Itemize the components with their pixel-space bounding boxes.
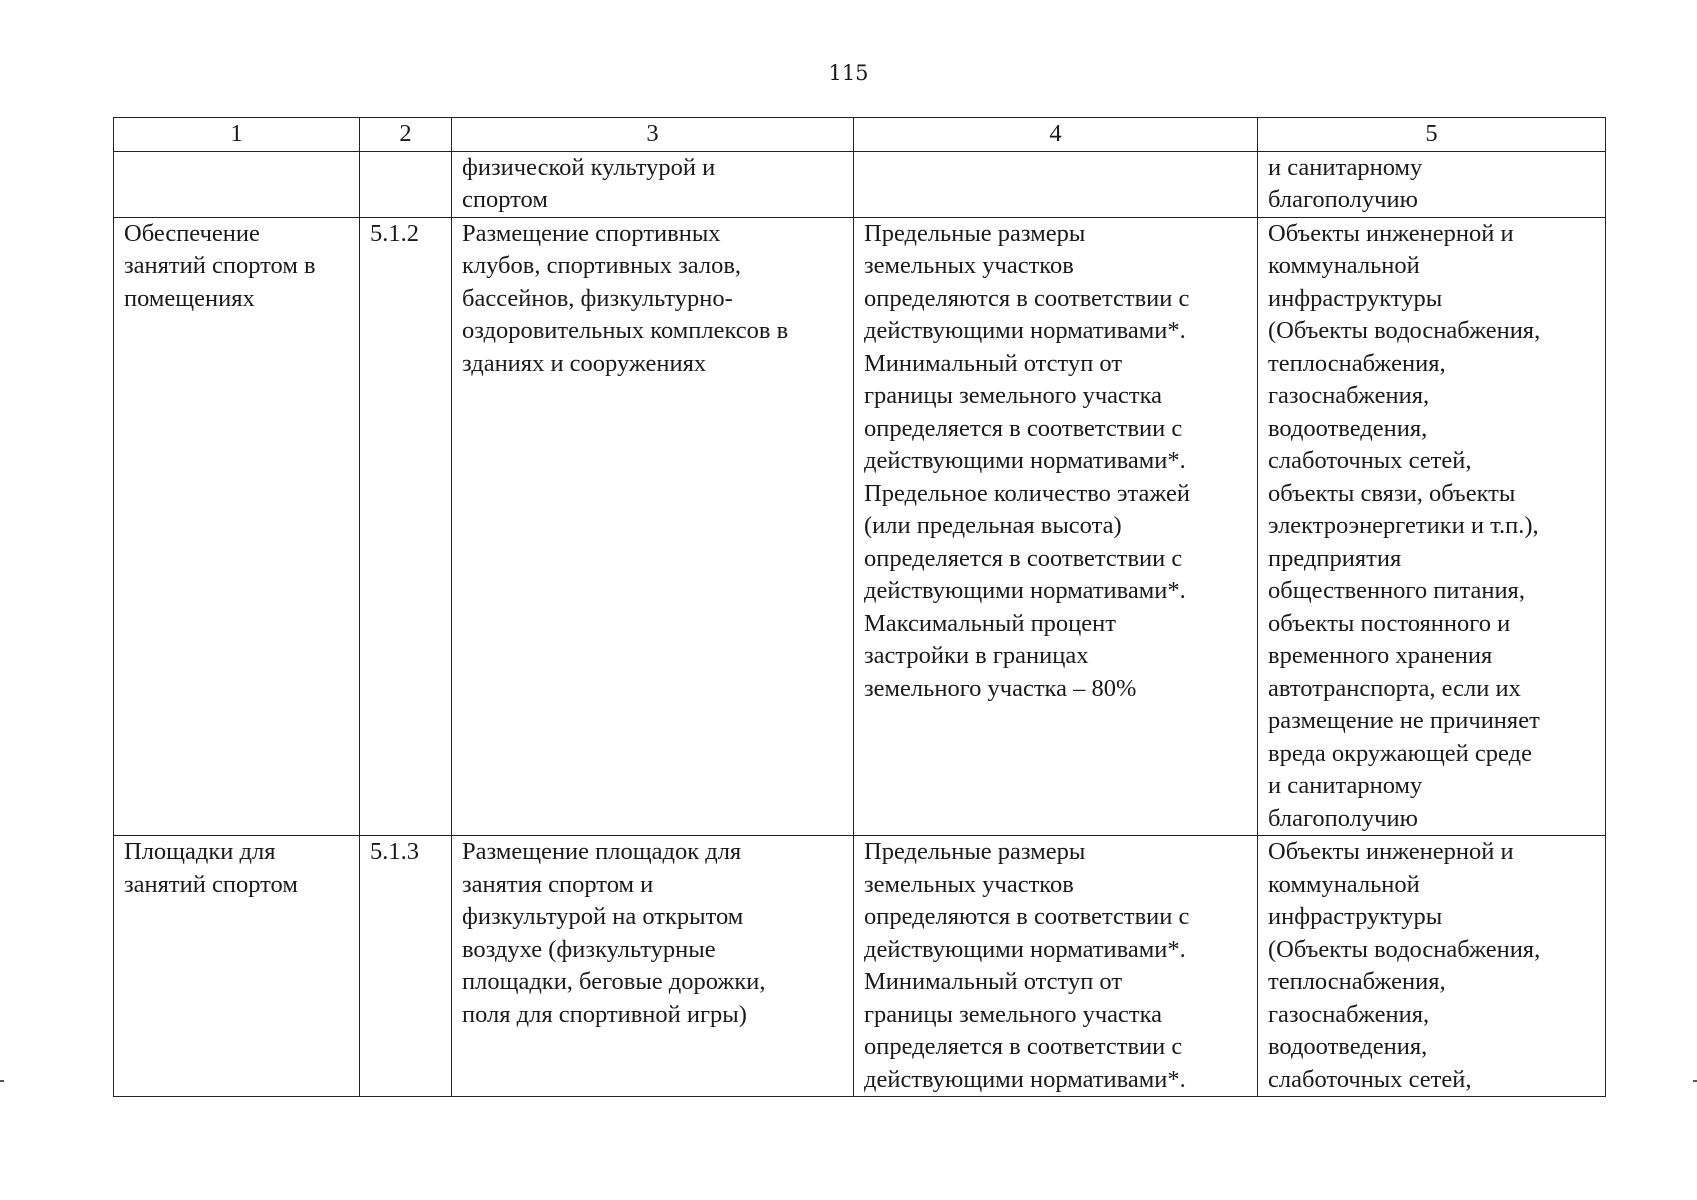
use-type-description-line: поля для спортивной игры)	[462, 1000, 747, 1028]
use-type-code-cell	[360, 217, 452, 836]
column-header-3: 3	[452, 118, 854, 152]
use-type-code-cell	[360, 836, 452, 1097]
construction-parameters-line: Предельные размеры	[864, 219, 1086, 247]
use-type-description-cell	[452, 217, 854, 836]
land-use-table	[113, 117, 1606, 1097]
construction-parameters-line: земельных участков	[864, 252, 1074, 279]
construction-parameters-line: Максимальный процент	[864, 609, 1116, 637]
construction-parameters-line: действующими нормативами*.	[864, 317, 1186, 344]
construction-parameters-line: земельных участков	[864, 870, 1074, 898]
construction-parameters-cell	[854, 151, 1258, 217]
construction-parameters-line: границы земельного участка	[864, 1000, 1163, 1028]
auxiliary-uses-line: Объекты инженерной и	[1268, 838, 1514, 865]
column-header-1: 1	[114, 118, 360, 152]
construction-parameters-cell	[854, 836, 1258, 1097]
construction-parameters-cell	[854, 217, 1258, 836]
column-header-5: 5	[1258, 118, 1606, 152]
use-type-description-line: зданиях и сооружениях	[462, 349, 707, 377]
auxiliary-uses-line: теплоснабжения,	[1268, 968, 1446, 995]
column-header-4: 4	[854, 118, 1258, 152]
auxiliary-uses-line: временного хранения	[1268, 642, 1493, 669]
use-type-description-line: оздоровительных комплексов в	[462, 317, 789, 344]
auxiliary-uses-line: газоснабжения,	[1268, 382, 1430, 409]
use-type-code: 5.1.2	[370, 219, 419, 247]
construction-parameters-line: земельного участка – 80%	[864, 674, 1137, 702]
construction-parameters-line: действующими нормативами*.	[864, 447, 1186, 474]
auxiliary-uses-line: коммунальной	[1268, 252, 1420, 279]
table-row	[114, 836, 1606, 1097]
construction-parameters-line: определяется в соответствии с	[864, 1033, 1183, 1060]
use-type-name-line: Площадки для	[124, 838, 276, 865]
auxiliary-uses-cell	[1258, 217, 1606, 836]
auxiliary-uses-line: предприятия	[1268, 544, 1402, 572]
use-type-name-line: помещениях	[124, 284, 255, 312]
use-type-description-line: занятия спортом и	[462, 870, 654, 898]
use-type-code-cell	[360, 151, 452, 217]
auxiliary-uses-line: размещение не причиняет	[1268, 707, 1540, 734]
use-type-name-cell	[114, 836, 360, 1097]
right-margin-tick	[1693, 1080, 1697, 1082]
auxiliary-uses-line: водоотведения,	[1268, 1033, 1428, 1060]
use-type-description-line: клубов, спортивных залов,	[462, 252, 742, 279]
table-row	[114, 151, 1606, 217]
auxiliary-uses-line: инфраструктуры	[1268, 903, 1443, 930]
page-number: 115	[828, 61, 869, 85]
use-type-description-line: Размещение площадок для	[462, 838, 742, 865]
use-type-description-line: площадки, беговые дорожки,	[462, 968, 766, 995]
construction-parameters-line: определяются в соответствии с	[864, 284, 1190, 312]
construction-parameters-line: (или предельная высота)	[864, 512, 1122, 539]
auxiliary-uses-cell	[1258, 836, 1606, 1097]
use-type-name-line: занятий спортом в	[124, 252, 316, 279]
auxiliary-uses-line: объекты постоянного и	[1268, 609, 1511, 637]
use-type-name-cell	[114, 217, 360, 836]
construction-parameters-line: определяются в соответствии с	[864, 903, 1190, 930]
left-margin-tick	[0, 1080, 4, 1082]
construction-parameters-line: Минимальный отступ от	[864, 349, 1123, 377]
use-type-description-line: Размещение спортивных	[462, 219, 721, 247]
auxiliary-uses-line: автотранспорта, если их	[1268, 674, 1521, 702]
construction-parameters-line: определяется в соответствии с	[864, 544, 1183, 572]
table-header-row	[114, 118, 1606, 152]
construction-parameters-line: действующими нормативами*.	[864, 577, 1186, 604]
use-type-name-line: занятий спортом	[124, 870, 298, 898]
auxiliary-uses-line: Объекты инженерной и	[1268, 219, 1514, 247]
construction-parameters-line: Предельное количество этажей	[864, 479, 1190, 507]
auxiliary-uses-line: общественного питания,	[1268, 577, 1525, 604]
construction-parameters-line: границы земельного участка	[864, 382, 1163, 409]
auxiliary-uses-line: слаботочных сетей,	[1268, 447, 1472, 474]
construction-parameters-line: застройки в границах	[864, 642, 1089, 669]
auxiliary-uses-line: объекты связи, объекты	[1268, 479, 1516, 507]
auxiliary-uses-line: (Объекты водоснабжения,	[1268, 935, 1541, 963]
auxiliary-uses-line: благополучию	[1268, 804, 1418, 832]
column-header-2: 2	[360, 118, 452, 152]
construction-parameters-line: действующими нормативами*.	[864, 1065, 1186, 1093]
auxiliary-uses-line: инфраструктуры	[1268, 284, 1443, 312]
use-type-description-cell	[452, 151, 854, 217]
auxiliary-uses-line: коммунальной	[1268, 870, 1420, 898]
use-type-description-line: физкультурой на открытом	[462, 903, 744, 930]
use-type-description-line: бассейнов, физкультурно-	[462, 284, 733, 312]
auxiliary-uses-line: и санитарному	[1268, 153, 1423, 181]
auxiliary-uses-line: (Объекты водоснабжения,	[1268, 317, 1541, 344]
auxiliary-uses-line: и санитарному	[1268, 772, 1423, 799]
auxiliary-uses-line: электроэнергетики и т.п.),	[1268, 512, 1539, 539]
auxiliary-uses-line: слаботочных сетей,	[1268, 1065, 1472, 1093]
use-type-description-line: воздухе (физкультурные	[462, 935, 716, 963]
construction-parameters-line: Предельные размеры	[864, 838, 1086, 865]
use-type-name-line: Обеспечение	[124, 219, 260, 247]
use-type-code: 5.1.3	[370, 838, 419, 865]
auxiliary-uses-line: водоотведения,	[1268, 414, 1428, 442]
auxiliary-uses-cell	[1258, 151, 1606, 217]
construction-parameters-line: Минимальный отступ от	[864, 968, 1123, 995]
auxiliary-uses-line: теплоснабжения,	[1268, 349, 1446, 377]
use-type-description-line: физической культурой и	[462, 153, 716, 181]
construction-parameters-line: действующими нормативами*.	[864, 935, 1186, 963]
use-type-description-cell	[452, 836, 854, 1097]
use-type-name-cell	[114, 151, 360, 217]
auxiliary-uses-line: газоснабжения,	[1268, 1000, 1430, 1028]
use-type-description-line: спортом	[462, 186, 548, 213]
auxiliary-uses-line: благополучию	[1268, 186, 1418, 213]
auxiliary-uses-line: вреда окружающей среде	[1268, 739, 1532, 767]
construction-parameters-line: определяется в соответствии с	[864, 414, 1183, 442]
table-row	[114, 217, 1606, 836]
